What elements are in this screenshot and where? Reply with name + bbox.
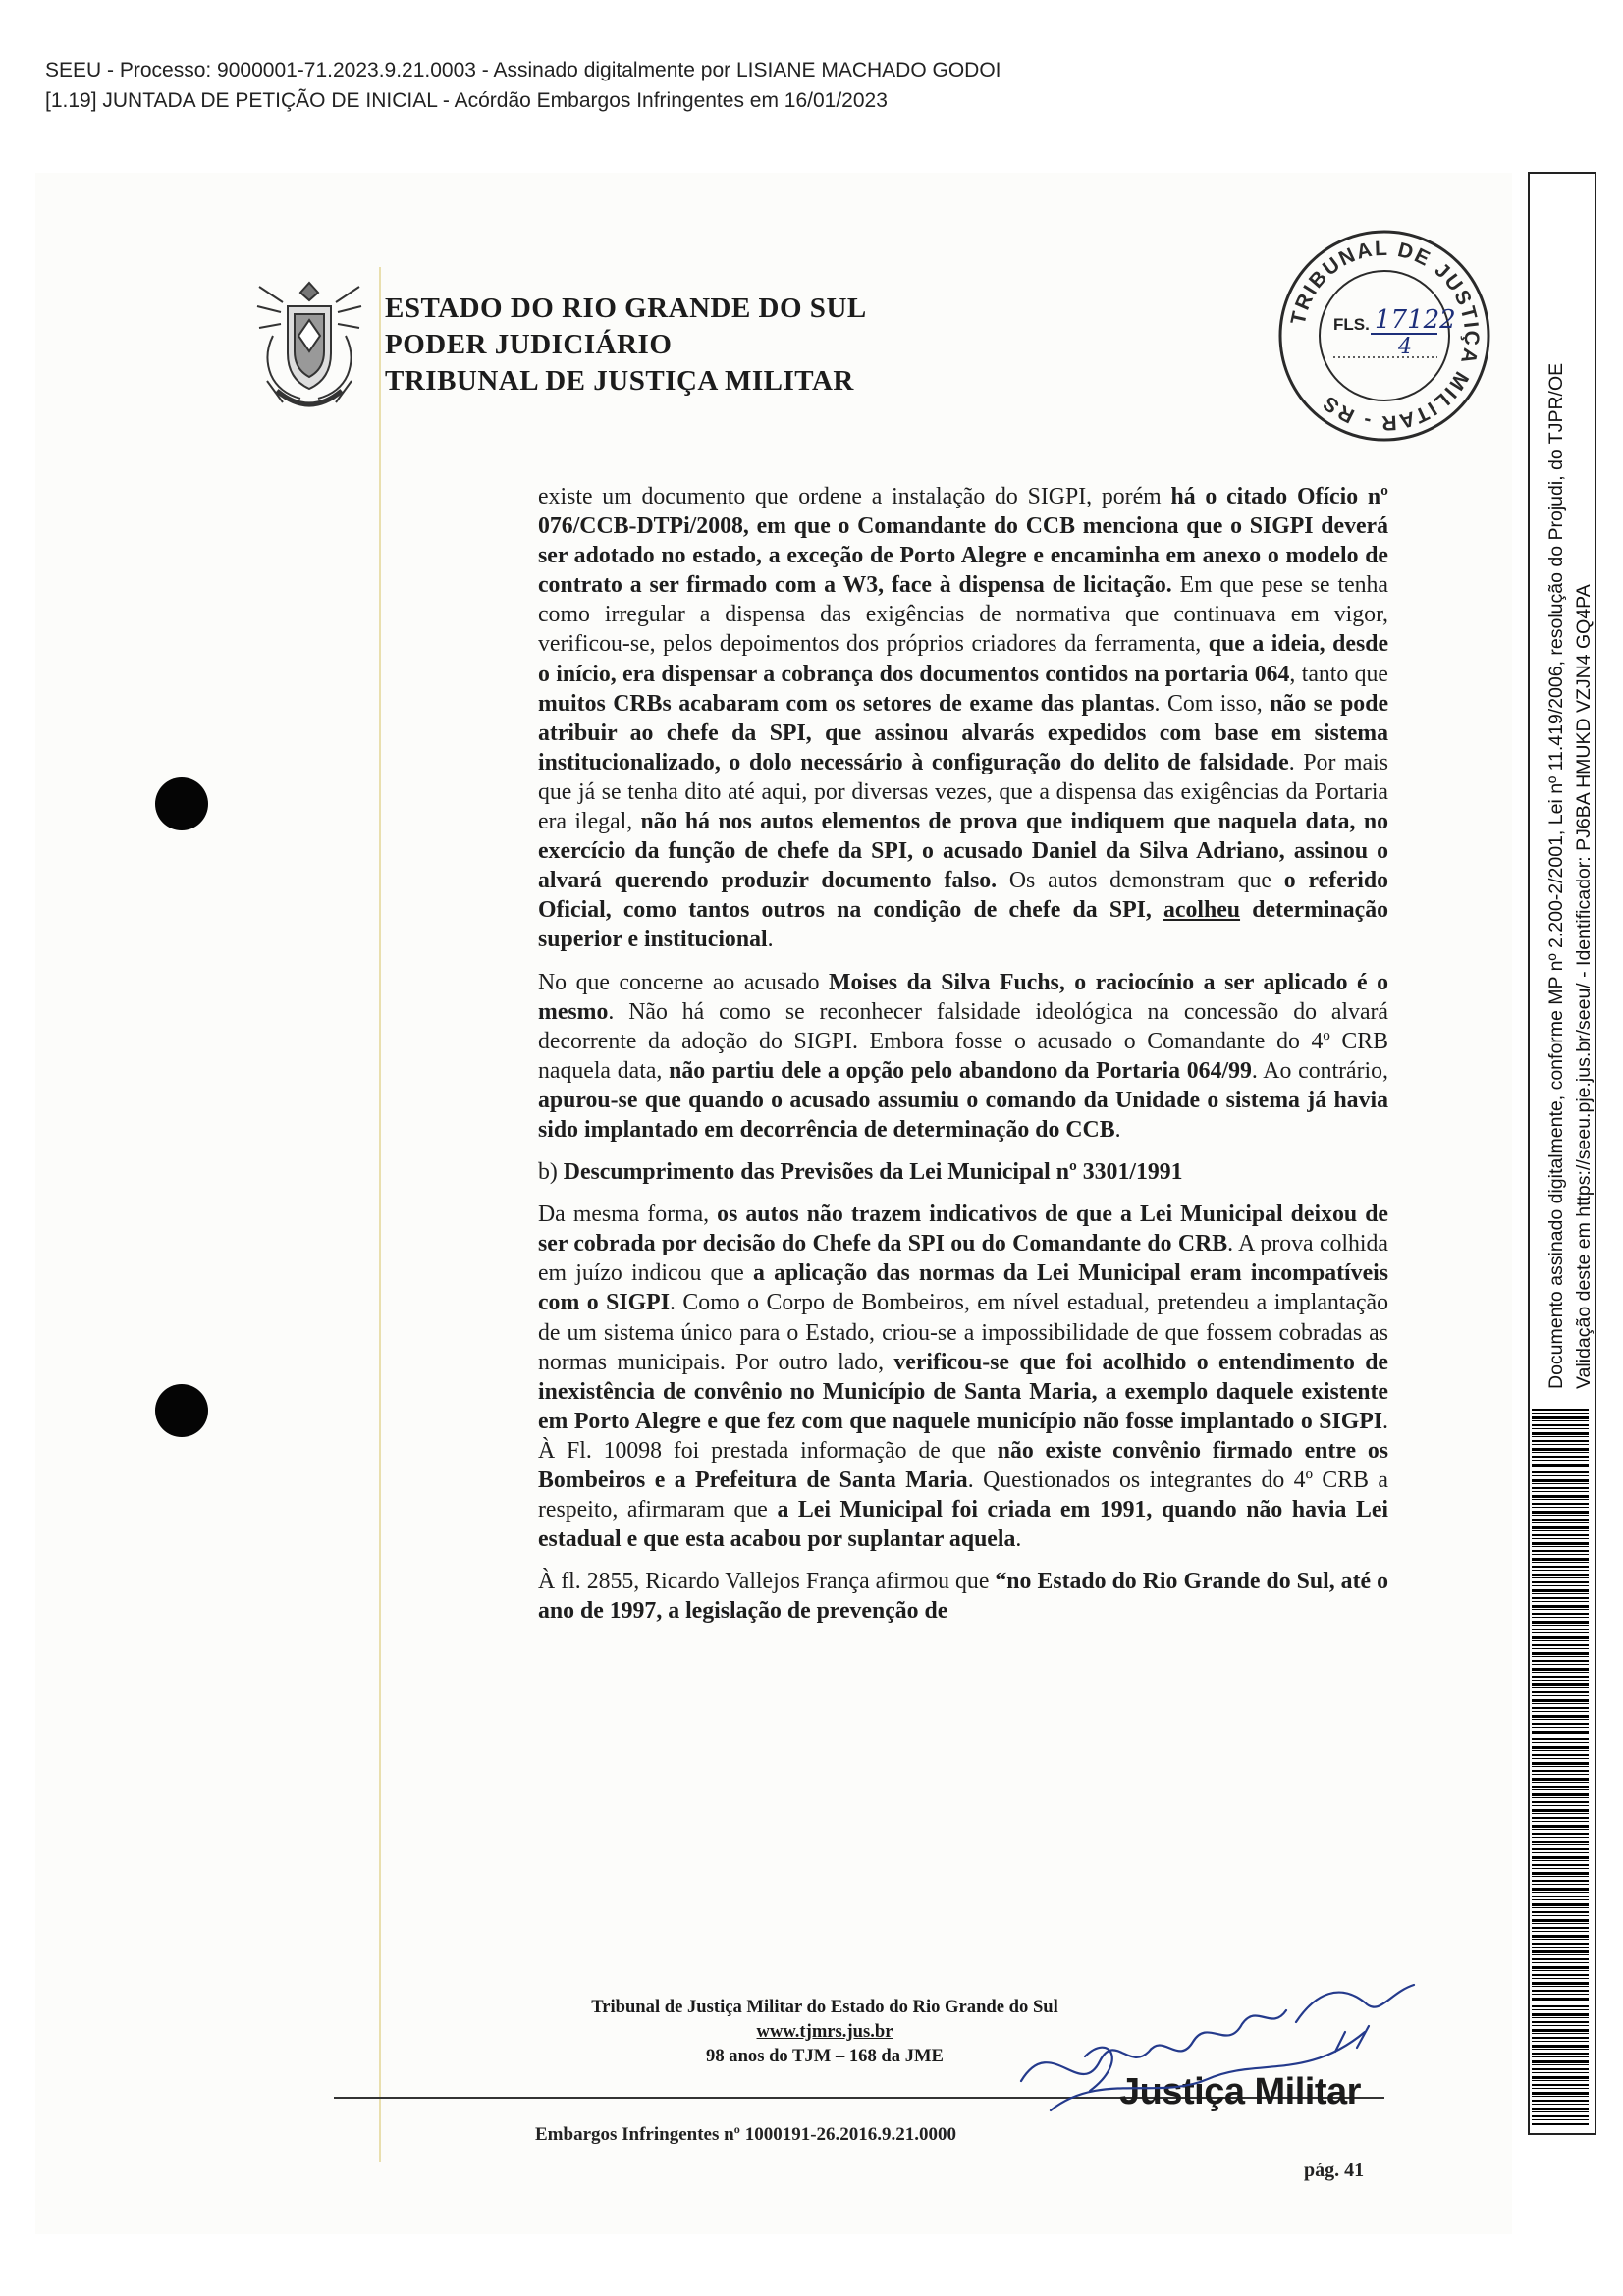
text-run: existe um documento que ordene a instalação do SIGPI, porém [538,484,1171,509]
bold-text-run: o referido Oficial, como tantos outros na condição de chefe da SPI, [538,868,1388,924]
bold-text-run: “no Estado do Rio Grande do Sul, até o ano de 1997, a legislação de prevenção de [538,1569,1388,1625]
svg-text:TRIBUNAL DE JUSTIÇA MILITAR - [1287,238,1484,435]
bold-text-run: verificou-se que foi acolhido o entendimento de inexistência de convênio no Município de Santa Maria, a exemplo daquele existente em Porto Alegre e que fez com que naquele município não fosse implantado o SIGPI [538,1349,1388,1434]
bold-text-run: que a ideia, desde o início, era dispensar a cobrança dos documentos contidos na portaria 064 [538,631,1389,687]
bold-text-run: apurou-se que quando o acusado assumiu o comando da Unidade o sistema já havia sido implantado em decorrência de determinação do CCB [538,1087,1388,1143]
paragraph [538,968,1388,1146]
text-run: . À Fl. 10098 foi prestada informação de que [538,1408,1388,1464]
bold-text-run: a Lei Municipal foi criada em 1991, quando não havia Lei estadual e que esta acabou por suplantar aquela [538,1497,1388,1553]
digital-signature-notice [1542,201,1597,1389]
text-run: . [1015,1526,1022,1553]
text-run: Os autos demonstram que [997,868,1284,894]
signature-validation-link[interactable]: Validação deste em https://seeu.pje.jus.br/seeu/ - Identificador: PJ6BA HMUKD VZJN4 GQ4PA [1573,584,1595,1389]
text-run: . Não há como se reconhecer falsidade ideológica na concessão do alvará decorrente da adoção do SIGPI. Embora fosse o acusado o Comandante do 4º CRB naquela data, [538,998,1388,1084]
page-number: pág. 41 [1304,2160,1365,2181]
validation-barcode [1532,1409,1589,2125]
text-run: . [1114,1116,1121,1143]
document-body [538,482,1388,1626]
stamp-ring-text: TRIBUNAL DE JUSTIÇA MILITAR - RS [1286,237,1484,435]
punch-hole [155,777,208,830]
court-name: TRIBUNAL DE JUSTIÇA MILITAR [385,365,854,397]
text-run: b) [538,1159,564,1186]
bold-text-run: a aplicação das normas da Lei Municipal eram incompatíveis com o SIGPI [538,1260,1388,1316]
bold-text-run: acolheu [1163,897,1241,924]
stamp-fls-label: FLS. [1333,315,1370,334]
text-run: Em que pese se tenha como irregular a dispensa das exigências de normativa que continuava em vigor, verificou-se, pelos depoimentos dos próprios criadores da ferramenta, [538,572,1388,658]
text-run: Da mesma forma, [538,1201,718,1228]
footer-anniversary: 98 anos do TJM – 168 da JME [706,2046,944,2066]
case-number: Embargos Infringentes nº 1000191-26.2016.9.21.0000 [535,2124,957,2145]
bold-text-run: muitos CRBs acabaram com os setores de exame das plantas [538,690,1155,717]
state-name: ESTADO DO RIO GRANDE DO SUL [385,293,867,324]
paragraph [538,1567,1388,1626]
text-run: . Ao contrário, [1251,1057,1388,1084]
filing-line: [1.19] JUNTADA DE PETIÇÃO DE INICIAL - Acórdão Embargos Infringentes em 16/01/2023 [45,89,888,112]
paragraph [538,1200,1388,1554]
text-run: No que concerne ao acusado [538,969,829,995]
institution-header [385,291,867,400]
punch-hole [155,1384,208,1437]
system-header [45,55,1001,116]
bold-text-run: não existe convênio firmado entre os Bombeiros e a Prefeitura de Santa Maria [538,1437,1388,1493]
footer-court-name: Tribunal de Justiça Militar do Estado do Rio Grande do Sul [591,1997,1058,2017]
bold-text-run: não partiu dele a opção pelo abandono da Portaria 064/99 [669,1057,1252,1084]
text-run: . A prova colhida em juízo indicou que [538,1231,1388,1287]
bold-text-run: determinação superior e institucional [538,897,1388,953]
court-page-stamp [1272,224,1496,448]
judiciary-name: PODER JUDICIÁRIO [385,329,673,360]
bold-text-run: Descumprimento das Previsões da Lei Municipal nº 3301/1991 [563,1159,1183,1186]
handwritten-signature [992,1963,1434,2120]
text-run: À fl. 2855, Ricardo Vallejos França afirmou que [538,1569,996,1595]
process-line: SEEU - Processo: 9000001-71.2023.9.21.0003 - Assinado digitalmente por LISIANE MACHADO GODOI [45,59,1001,81]
bold-text-run: os autos não trazem indicativos de que a Lei Municipal deixou de ser cobrada por decisão do Chefe da SPI ou do Comandante do CRB [538,1201,1388,1257]
section-heading [538,1157,1388,1187]
text-run: , tanto que [1289,661,1388,687]
margin-rule [379,267,381,2162]
footer-website-link[interactable]: www.tjmrs.jus.br [756,2021,893,2042]
text-run: . [767,927,774,953]
stamp-number: 17122 [1375,305,1456,335]
bold-text-run: não há nos autos elementos de prova que indiquem que naquela data, no exercício da função de chefe da SPI, o acusado Daniel da Silva Adriano, assinou o alvará querendo produzir documento falso. [538,809,1388,894]
bold-text-run: há o citado Ofício nº 076/CCB-DTPi/2008, em que o Comandante do CCB menciona que o SIGPI deverá ser adotado no estado, a exceção de Porto Alegre e encaminha em anexo o modelo de contrato a ser firmado com a W3, face à dispensa de licitação. [538,484,1388,599]
stamp-sub: 4 [1398,335,1412,359]
signature-legal-basis: Documento assinado digitalmente, conforme MP nº 2.200-2/2001, Lei nº 11.419/2006, resolução do Projudi, do TJPR/OE [1545,362,1567,1389]
text-run: . Como o Corpo de Bombeiros, em nível estadual, pretendeu a implantação de um sistema único para o Estado, criou-se a impossibilidade de que fossem cobradas as normas municipais. Por outro lado, [538,1290,1389,1375]
bold-text-run: Moises da Silva Fuchs, o raciocínio a ser aplicado é o mesmo [538,969,1388,1025]
text-run: . Por mais que já se tenha dito até aqui, por diversas vezes, que a dispensa das exigências da Portaria era ilegal, [538,749,1388,835]
paragraph [538,482,1388,955]
coat-of-arms-icon [253,273,365,418]
text-run: . Questionados os integrantes do 4º CRB a respeito, afirmaram que [538,1468,1388,1523]
justica-militar-logo: Justiça Militar [1119,2071,1361,2112]
bold-text-run: não se pode atribuir ao chefe da SPI, que assinou alvarás expedidos com base em sistema institucionalizado, o dolo necessário à configuração do delito de falsidade [538,690,1389,775]
text-run: . Com isso, [1154,690,1271,717]
